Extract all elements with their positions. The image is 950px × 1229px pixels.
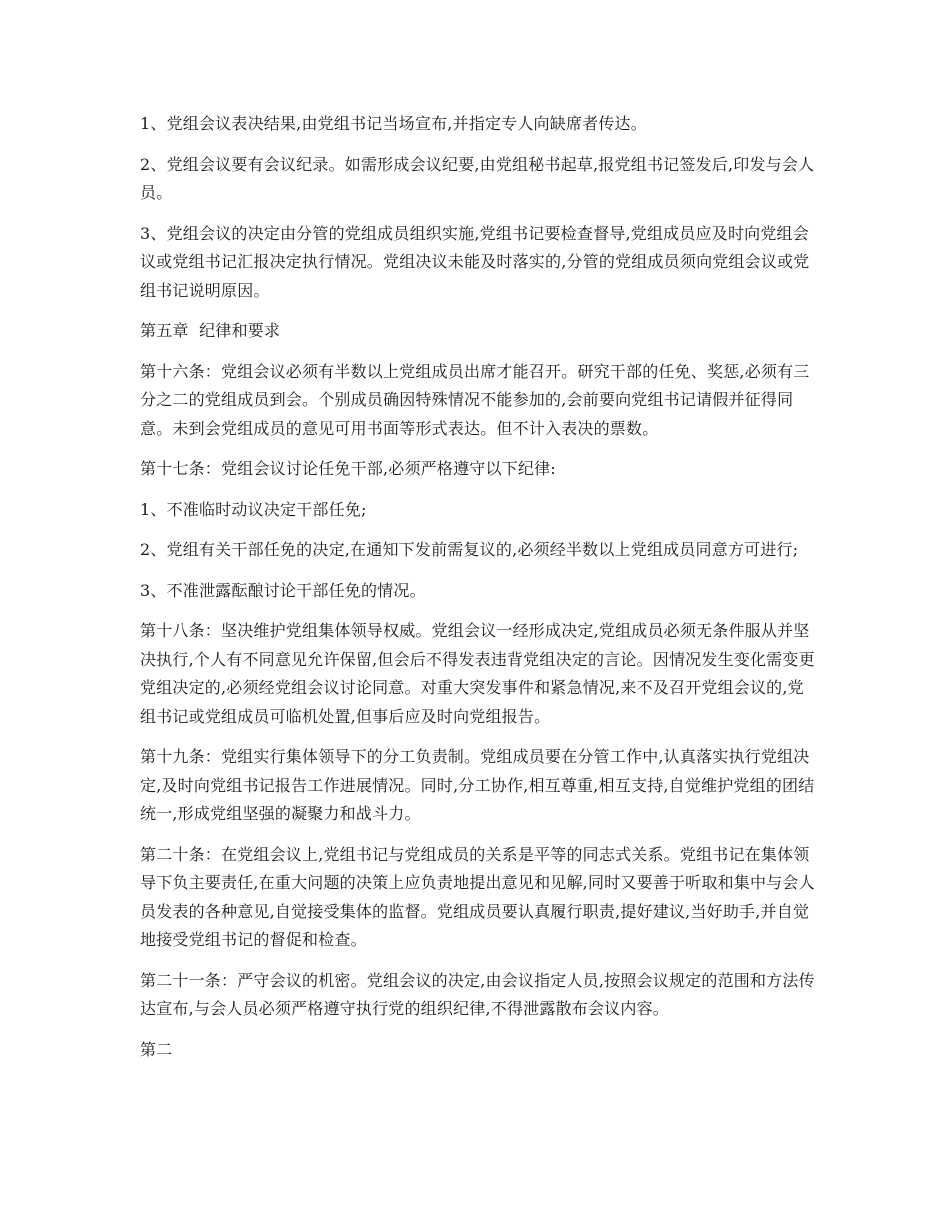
truncated-heading: 第二 (140, 1039, 173, 1059)
paragraph-item-1-result-announcement: 1、党组会议表决结果,由党组书记当场宣布,并指定专人向缺席者传达。 (140, 114, 647, 133)
article-17-rule-1: 1、不准临时动议决定干部任免; (140, 499, 367, 519)
article-17: 第十七条：党组会议讨论任免干部,必须严格遵守以下纪律: (140, 459, 556, 478)
document-body (140, 110, 820, 1076)
article-17-rule-3: 3、不准泄露酝酿讨论干部任免的情况。 (140, 580, 426, 600)
article-21: 第二十一条：严守会议的机密。党组会议的决定,由会议指定人员,按照会议规定的范围和方法传达宣布,与会人员必须严格遵守执行党的组织纪律,不得泄露散布会议内容。 (140, 970, 815, 1018)
paragraph-item-2-meeting-record: 2、党组会议要有会议纪录。如需形成会议纪要,由党组秘书起草,报党组书记签发后,印发与会人员。 (140, 154, 815, 202)
chapter-heading-discipline: 第五章 纪律和要求 (140, 321, 281, 340)
article-17-rule-2: 2、党组有关干部任免的决定,在通知下发前需复议的,必须经半数以上党组成员同意方可进行; (140, 540, 799, 559)
article-19: 第十九条：党组实行集体领导下的分工负责制。党组成员要在分管工作中,认真落实执行党组决定,及时向党组书记报告工作进展情况。同时,分工协作,相互尊重,相互支持,自觉维护党组的团结统一,形成党组坚强的凝聚力和战斗力。 (140, 747, 815, 823)
article-20: 第二十条：在党组会议上,党组书记与党组成员的关系是平等的同志式关系。党组书记在集体领导下负主要责任,在重大问题的决策上应负责地提出意见和见解,同时又要善于听取和集中与会人员发表的各种意见,自觉接受集体的监督。党组成员要认真履行职责,提好建议,当好助手,并自觉地接受党组书记的督促和检查。 (140, 844, 815, 949)
article-16: 第十六条：党组会议必须有半数以上党组成员出席才能召开。研究干部的任免、奖惩,必须有三分之二的党组成员到会。个别成员确因特殊情况不能参加的,会前要向党组书记请假并征得同意。未到会党组成员的意见可用书面等形式表达。但不计入表决的票数。 (140, 361, 810, 438)
paragraph-item-3-decision-implementation: 3、党组会议的决定由分管的党组成员组织实施,党组书记要检查督导,党组成员应及时向党组会议或党组书记汇报决定执行情况。党组决议未能及时落实的,分管的党组成员须向党组会议或党组书记说明原因。 (140, 223, 810, 300)
article-18: 第十八条：坚决维护党组集体领导权威。党组会议一经形成决定,党组成员必须无条件服从并坚决执行,个人有不同意见允许保留,但会后不得发表违背党组决定的言论。因情况发生变化需变更党组决定的,必须经党组会议讨论同意。对重大突发事件和紧急情况,来不及召开党组会议的,党组书记或党组成员可临机处置,但事后应及时向党组报告。 (140, 621, 815, 726)
